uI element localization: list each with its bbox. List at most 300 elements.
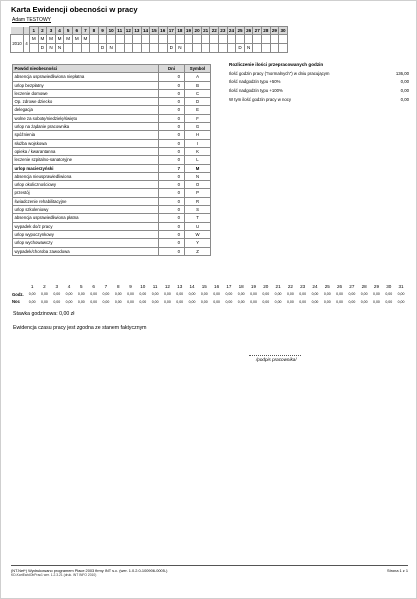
reason-symbol: F [185, 114, 211, 122]
calendar-day-number: 15 [151, 28, 157, 33]
table-row [13, 230, 211, 238]
calendar-day-number: 6 [72, 27, 81, 35]
reason-symbol: R [185, 197, 211, 205]
daily-hours-value: 0,00 [188, 292, 196, 297]
reason-days: 0 [159, 147, 185, 155]
reason-symbol: A [185, 73, 211, 81]
daily-hours-value: 0,00 [77, 292, 85, 297]
table-row [13, 106, 211, 114]
calendar-day-number: 26 [246, 28, 252, 33]
reason-days: 0 [159, 214, 185, 222]
calendar-day-cell: M [38, 35, 47, 44]
signature-label: /podpis pracownika/ [256, 357, 297, 362]
reason-days: 0 [159, 139, 185, 147]
daily-day-number: 27 [349, 284, 355, 290]
calendar-day-cell [158, 35, 167, 44]
daily-hours-value: 0,00 [65, 292, 73, 297]
summary-label: Ilość nadgodzin typu +50% [229, 79, 281, 85]
calendar-day-cell [253, 35, 262, 44]
absence-reasons-header [13, 65, 211, 73]
daily-day-numbers [12, 283, 410, 291]
daily-night-value: 0,00 [28, 299, 36, 304]
reason-name: absencja usprawiedliwiona niepłatna [13, 73, 159, 81]
daily-night-value: 0,00 [53, 299, 61, 304]
reason-name: urlop wypoczynkowy [13, 230, 159, 238]
daily-hours-value: 0,00 [360, 292, 368, 297]
calendar-day-cell [210, 35, 219, 44]
calendar-year: 2010 [11, 35, 24, 53]
summary-row [229, 97, 409, 106]
daily-night-value: 0,00 [237, 299, 245, 304]
reason-name: urlop na żądanie pracownika [13, 123, 159, 131]
calendar-day-cell: N [107, 44, 116, 53]
reason-symbol: S [185, 206, 211, 214]
calendar-day-cell [176, 35, 185, 44]
reason-name: delegacja [13, 106, 159, 114]
summary-row [229, 71, 409, 80]
calendar-day-cell [64, 44, 73, 53]
daily-day-number: 4 [67, 284, 71, 290]
calendar-day-number: 2 [38, 27, 47, 35]
reason-days: 0 [159, 81, 185, 89]
calendar-day-cell [193, 44, 202, 53]
daily-night-value: 0,00 [311, 299, 319, 304]
table-row [13, 98, 211, 106]
summary-label: Ilość godzin pracy ("normalnych") w dniu pracującym [229, 70, 330, 76]
table-row [13, 239, 211, 247]
daily-night-value: 0,00 [225, 299, 233, 304]
signature-line [249, 355, 301, 356]
calendar-day-cell [279, 35, 288, 44]
calendar-day-cell: D [98, 44, 107, 53]
daily-night-value: 0,00 [274, 299, 282, 304]
daily-day-number: 3 [55, 284, 59, 290]
page-footer [11, 565, 408, 573]
daily-night-value: 0,00 [360, 299, 368, 304]
reason-symbol: U [185, 222, 211, 230]
calendar-row [11, 35, 288, 44]
reason-name: urlop wychowawczy [13, 239, 159, 247]
table-row [13, 147, 211, 155]
daily-night-row [12, 298, 410, 306]
reason-name: przestój [13, 189, 159, 197]
daily-day-number: 6 [92, 284, 95, 290]
attendance-calendar [10, 26, 288, 53]
calendar-day-cell [244, 35, 253, 44]
calendar-day-cell: N [55, 44, 64, 53]
daily-hours-value: 0,00 [373, 292, 380, 297]
calendar-day-number: 10 [108, 28, 114, 33]
daily-day-number: 26 [337, 284, 343, 290]
reason-name: urlop bezpłatny [13, 81, 159, 89]
reason-name: urlop macierzyński [13, 164, 159, 172]
reason-symbol: C [185, 89, 211, 97]
calendar-day-cell [219, 35, 228, 44]
calendar-day-number: 7 [81, 27, 90, 35]
daily-hours-value: 0,00 [53, 292, 61, 297]
daily-night-value: 0,00 [77, 299, 85, 304]
reason-symbol: P [185, 189, 211, 197]
daily-day-number: 30 [386, 284, 392, 290]
daily-night-value: 0,00 [250, 299, 257, 304]
daily-hours-value: 0,00 [176, 292, 184, 297]
summary-label: Ilość nadgodzin typu +100% [229, 87, 283, 93]
calendar-day-number: 17 [168, 28, 174, 33]
daily-hours-value: 0,00 [250, 292, 257, 297]
reason-symbol: D [185, 98, 211, 106]
reason-name: Op. zdrowe dziecko [13, 98, 159, 106]
daily-night-value: 0,00 [213, 299, 220, 304]
calendar-day-number: 22 [211, 28, 217, 33]
daily-hours-value: 0,00 [151, 292, 159, 297]
table-row [13, 181, 211, 189]
daily-hours-value: 0,00 [348, 292, 356, 297]
calendar-day-cell [227, 35, 236, 44]
calendar-day-number: 16 [160, 28, 166, 33]
reason-days: 0 [159, 197, 185, 205]
daily-day-number: 8 [116, 284, 120, 290]
reason-name: urlop okolicznościowy [13, 181, 159, 189]
hourly-rate: Stawka godzinowa: 0,00 zł [13, 311, 75, 317]
calendar-day-cell [201, 44, 210, 53]
reason-column-header: Powód nieobecności [13, 65, 159, 73]
calendar-day-cell: M [64, 35, 73, 44]
calendar-day-cell [201, 35, 210, 44]
daily-night-value: 0,00 [299, 299, 307, 304]
reason-symbol: I [185, 139, 211, 147]
daily-night-value: 0,00 [188, 299, 196, 304]
calendar-day-number: 8 [90, 27, 99, 35]
daily-day-number: 25 [324, 284, 330, 290]
daily-night-value: 0,00 [102, 299, 110, 304]
daily-hours-value: 0,00 [90, 292, 98, 297]
daily-hours-value: 0,00 [28, 292, 36, 297]
footer-form-id: KD-KartEwidObPrac1 wer. 1.2.3.21 (druk. INT INFO 2010) [11, 573, 97, 577]
calendar-day-cell [81, 44, 90, 53]
daily-hours-value: 0,00 [114, 292, 122, 297]
summary-value: 0,00 [400, 96, 409, 102]
daily-night-value: 0,00 [65, 299, 73, 304]
calendar-day-cell [150, 35, 159, 44]
reason-days: 0 [159, 114, 185, 122]
daily-day-number: 10 [140, 284, 146, 290]
daily-hours-value: 0,00 [164, 292, 171, 297]
daily-hours-value: 0,00 [262, 292, 270, 297]
calendar-day-number: 29 [271, 28, 277, 33]
calendar-day-cell [141, 44, 150, 53]
daily-hours-value: 0,00 [385, 292, 393, 297]
reason-symbol: Z [185, 247, 211, 255]
daily-hours-value: 0,00 [139, 292, 147, 297]
calendar-day-cell: D [38, 44, 47, 53]
calendar-day-number: 23 [220, 28, 226, 33]
daily-hours-value: 0,00 [286, 292, 294, 297]
reason-days: 0 [159, 106, 185, 114]
daily-hours-value: 0,00 [41, 292, 48, 297]
daily-night-value: 0,00 [200, 299, 208, 304]
reason-name: świadczenie rehabilitacyjne [13, 197, 159, 205]
calendar-day-cell [270, 35, 279, 44]
calendar-day-cell [124, 44, 133, 53]
calendar-day-cell [90, 44, 99, 53]
table-row [13, 89, 211, 97]
reason-days: 0 [159, 98, 185, 106]
daily-night-value: 0,00 [262, 299, 270, 304]
calendar-day-number: 4 [55, 27, 64, 35]
daily-day-number: 12 [164, 284, 170, 290]
calendar-day-cell [279, 44, 288, 53]
calendar-day-number: 30 [280, 28, 286, 33]
reason-symbol: Y [185, 239, 211, 247]
calendar-day-cell [72, 44, 81, 53]
daily-hours-value: 0,00 [323, 292, 331, 297]
daily-day-number: 14 [189, 284, 195, 290]
calendar-day-cell [133, 44, 142, 53]
daily-day-number: 9 [129, 284, 132, 290]
daily-hours-value: 0,00 [127, 292, 134, 297]
reason-days: 7 [159, 164, 185, 172]
calendar-day-cell: M [30, 35, 39, 44]
calendar-day-number: 14 [142, 28, 149, 33]
calendar-day-cell: D [236, 44, 245, 53]
daily-day-number: 17 [226, 284, 232, 290]
daily-night-value: 0,00 [348, 299, 356, 304]
daily-hours-value: 0,00 [397, 292, 405, 297]
calendar-day-cell: M [55, 35, 64, 44]
calendar-day-number: 1 [30, 27, 39, 35]
calendar-day-cell: M [72, 35, 81, 44]
reason-symbol: B [185, 81, 211, 89]
calendar-day-cell [98, 35, 107, 44]
daily-day-number: 22 [287, 284, 293, 290]
calendar-day-cell [90, 35, 99, 44]
reason-symbol: M [185, 164, 211, 172]
summary-row [229, 79, 409, 88]
reason-symbol: T [185, 214, 211, 222]
calendar-month: 4 [24, 35, 30, 53]
reason-symbol: E [185, 106, 211, 114]
daily-day-number: 21 [275, 284, 281, 290]
footer-program-info: (NT.Net*) Wydrukowano programem Płace 2003 firmy INT s.c. (wer. 1.0.2.0-100906-0005-) [11, 568, 168, 573]
reason-name: spóźnienia [13, 131, 159, 139]
calendar-day-number: 24 [228, 28, 235, 33]
daily-day-number: 20 [263, 284, 269, 290]
calendar-day-number: 20 [194, 28, 200, 33]
daily-day-number: 23 [300, 284, 306, 290]
daily-day-number: 2 [43, 284, 46, 290]
reason-symbol: N [185, 172, 211, 180]
daily-night-value: 0,00 [336, 299, 343, 304]
calendar-day-cell [133, 35, 142, 44]
daily-night-value: 0,00 [114, 299, 122, 304]
daily-night-value: 0,00 [286, 299, 294, 304]
calendar-day-cell [141, 35, 150, 44]
calendar-day-cell [236, 35, 245, 44]
daily-day-number: 7 [104, 284, 108, 290]
reason-days: 0 [159, 247, 185, 255]
calendar-day-number: 9 [98, 27, 107, 35]
calendar-day-cell [227, 44, 236, 53]
reason-days: 0 [159, 156, 185, 164]
reason-symbol: L [185, 156, 211, 164]
calendar-day-cell [210, 44, 219, 53]
reason-days: 0 [159, 131, 185, 139]
reason-name: wypadek do/z pracy [13, 222, 159, 230]
table-row [13, 247, 211, 255]
daily-night-value: 0,00 [139, 299, 147, 304]
table-row [13, 222, 211, 230]
summary-value: 0,00 [400, 87, 409, 93]
employee-name: Adam TESTOWY [12, 16, 51, 23]
calendar-day-cell [262, 44, 271, 53]
calendar-day-cell [107, 35, 116, 44]
reason-name: służba wojskowa [13, 139, 159, 147]
table-row [13, 164, 211, 172]
reason-days: 0 [159, 73, 185, 81]
daily-hours-value: 0,00 [299, 292, 307, 297]
reason-days: 0 [159, 222, 185, 230]
calendar-day-number: 5 [64, 27, 73, 35]
calendar-day-number: 11 [117, 28, 123, 33]
calendar-day-number: 18 [177, 28, 183, 33]
table-row [13, 123, 211, 131]
reason-days: 0 [159, 206, 185, 214]
table-row [13, 189, 211, 197]
daily-night-value: 0,00 [90, 299, 98, 304]
summary-title: Rozliczenie ilości przepracowanych godzin [229, 62, 324, 67]
daily-hours-value: 0,00 [213, 292, 220, 297]
calendar-day-cell [158, 44, 167, 53]
daily-hours [12, 283, 410, 306]
reason-name: urlop szkoleniowy [13, 206, 159, 214]
reason-days: 0 [159, 230, 185, 238]
reason-symbol: K [185, 147, 211, 155]
table-row [13, 197, 211, 205]
table-row [13, 81, 211, 89]
daily-night-value: 0,00 [164, 299, 171, 304]
daily-night-value: 0,00 [151, 299, 159, 304]
days-column-header: Dni [159, 65, 185, 73]
symbol-column-header: Symbol [185, 65, 211, 73]
reason-symbol: O [185, 181, 211, 189]
reason-name: opieka / kwarantanna [13, 147, 159, 155]
daily-day-number: 24 [312, 284, 318, 290]
reason-days: 0 [159, 181, 185, 189]
calendar-day-cell [253, 44, 262, 53]
calendar-day-number: 12 [125, 28, 131, 33]
table-row [13, 172, 211, 180]
calendar-day-number: 21 [203, 28, 209, 33]
hours-summary [229, 62, 409, 105]
calendar-day-cell [184, 35, 193, 44]
calendar-day-cell: M [47, 35, 56, 44]
daily-hours-value: 0,00 [200, 292, 208, 297]
reason-name: wolne za sobotę/niedzielę/święto [13, 114, 159, 122]
confirmation-text: Ewidencja czasu pracy jest zgodna ze stanem faktycznym [13, 325, 147, 331]
table-row [13, 214, 211, 222]
daily-day-number: 29 [373, 284, 380, 290]
daily-night-value: 0,00 [323, 299, 331, 304]
reason-days: 0 [159, 189, 185, 197]
daily-night-value: 0,00 [127, 299, 134, 304]
daily-hours-label: Godz. [12, 291, 24, 297]
calendar-day-cell: N [176, 44, 185, 53]
absence-reasons-table [12, 64, 211, 256]
daily-night-value: 0,00 [41, 299, 48, 304]
summary-value: 0,00 [400, 79, 409, 85]
calendar-day-cell [124, 35, 133, 44]
calendar-day-cell [115, 35, 124, 44]
document-title: Karta Ewidencji obecności w pracy [11, 5, 138, 14]
summary-label: W tym ilość godzin pracy w nocy [229, 96, 292, 102]
calendar-day-cell: M [81, 35, 90, 44]
reason-name: absencja nieusprawiedliwiona [13, 172, 159, 180]
daily-day-number: 11 [152, 284, 158, 290]
reason-name: absencja usprawiedliwiona płatna [13, 214, 159, 222]
calendar-day-cell [219, 44, 228, 53]
table-row [13, 73, 211, 81]
reason-symbol: W [185, 230, 211, 238]
calendar-row [11, 44, 288, 53]
table-row [13, 114, 211, 122]
daily-night-value: 0,00 [397, 299, 405, 304]
daily-hours-value: 0,00 [311, 292, 319, 297]
reason-days: 0 [159, 123, 185, 131]
daily-day-number: 13 [177, 284, 183, 290]
reason-name: leczenie domowe [13, 89, 159, 97]
calendar-day-header [11, 27, 288, 35]
daily-day-number: 1 [30, 284, 34, 290]
daily-day-number: 31 [398, 284, 404, 290]
reason-name: wypadek/choroba zawodowa [13, 247, 159, 255]
calendar-day-cell: N [244, 44, 253, 53]
table-row [13, 156, 211, 164]
daily-hours-value: 0,00 [274, 292, 282, 297]
daily-day-number: 5 [80, 284, 83, 290]
daily-night-value: 0,00 [373, 299, 380, 304]
calendar-day-cell [150, 44, 159, 53]
reason-days: 0 [159, 172, 185, 180]
reason-name: leczenie szpitalno-sanatoryjne [13, 156, 159, 164]
daily-hours-value: 0,00 [225, 292, 233, 297]
daily-hours-value: 0,00 [102, 292, 110, 297]
calendar-day-number: 27 [254, 28, 260, 33]
calendar-day-cell [270, 44, 279, 53]
calendar-day-number: 25 [237, 28, 243, 33]
calendar-corner [11, 27, 24, 35]
daily-night-value: 0,00 [385, 299, 393, 304]
table-row [13, 131, 211, 139]
calendar-day-cell [115, 44, 124, 53]
reason-days: 0 [159, 239, 185, 247]
calendar-day-cell [193, 35, 202, 44]
calendar-day-number: 3 [47, 27, 56, 35]
daily-hours-value: 0,00 [237, 292, 245, 297]
summary-value: 136,00 [395, 70, 409, 76]
footer-page-number: Strona 1 z 1 [387, 568, 408, 573]
daily-night-value: 0,00 [176, 299, 184, 304]
calendar-day-cell [167, 35, 176, 44]
calendar-day-number: 13 [134, 28, 140, 33]
summary-row [229, 88, 409, 97]
daily-hours-row [12, 291, 410, 299]
reason-days: 0 [159, 89, 185, 97]
table-row [13, 139, 211, 147]
daily-day-number: 28 [361, 284, 367, 290]
daily-day-number: 15 [201, 284, 207, 290]
daily-night-label: Noc [12, 299, 20, 305]
calendar-day-cell: D [167, 44, 176, 53]
